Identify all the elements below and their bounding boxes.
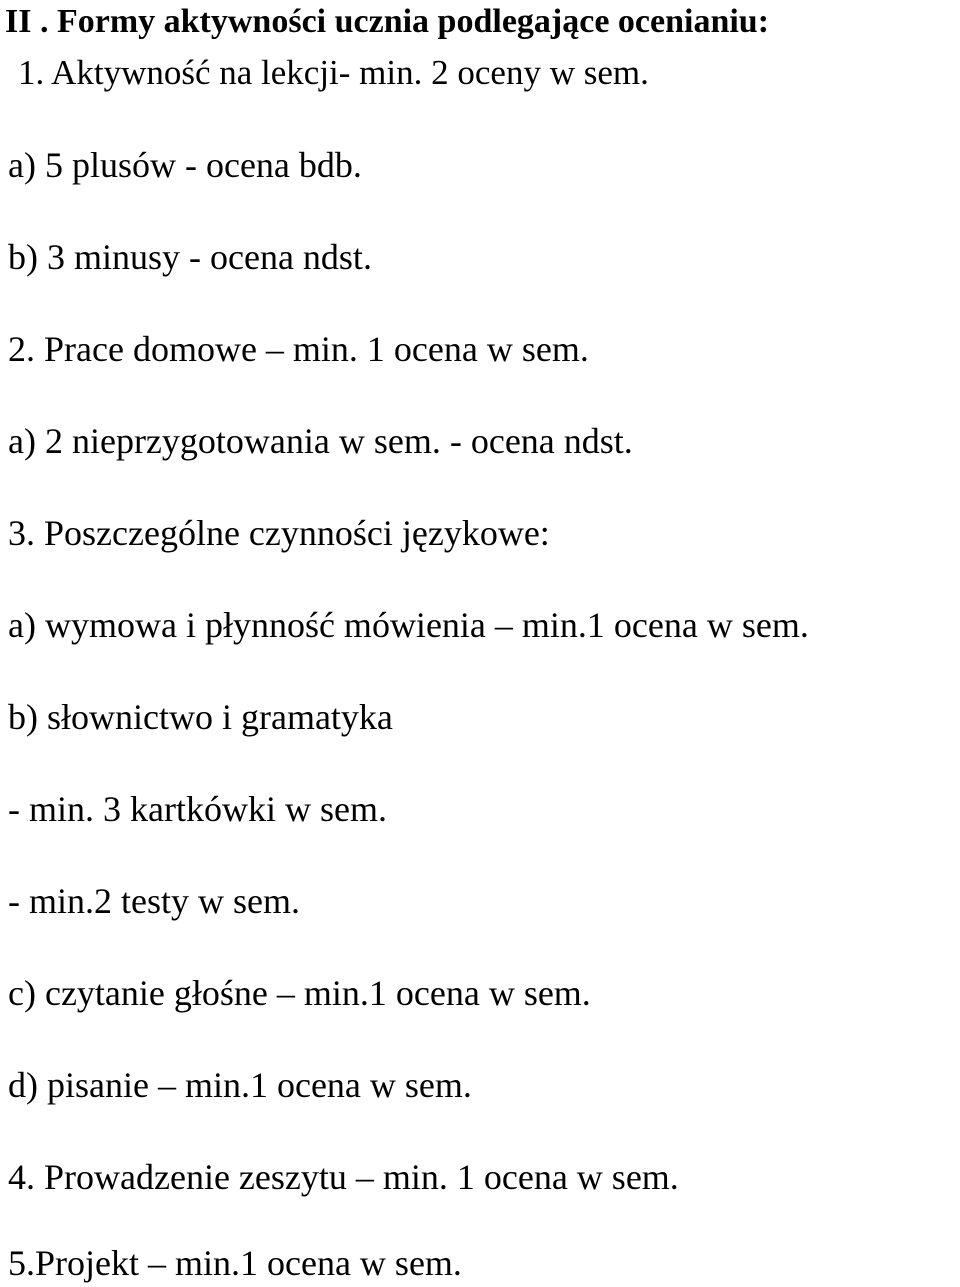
item-1b-minuses: b) 3 minusy - ocena ndst. <box>8 237 372 277</box>
item-3b-tests: - min.2 testy w sem. <box>8 881 300 921</box>
item-3-language-skills: 3. Poszczególne czynności językowe: <box>8 513 550 553</box>
item-3d-writing: d) pisanie – min.1 ocena w sem. <box>8 1065 472 1105</box>
item-3a-pronunciation: a) wymowa i płynność mówienia – min.1 ocena w sem. <box>8 605 809 645</box>
item-3b-quizzes: - min. 3 kartkówki w sem. <box>8 789 387 829</box>
item-4-notebook: 4. Prowadzenie zeszytu – min. 1 ocena w sem. <box>8 1157 679 1197</box>
item-5-project: 5.Projekt – min.1 ocena w sem. <box>8 1243 462 1283</box>
item-3c-reading-aloud: c) czytanie głośne – min.1 ocena w sem. <box>8 973 591 1013</box>
item-3b-vocabulary-grammar: b) słownictwo i gramatyka <box>8 697 393 737</box>
item-1a-pluses: a) 5 plusów - ocena bdb. <box>8 145 362 185</box>
item-2-homework: 2. Prace domowe – min. 1 ocena w sem. <box>8 329 589 369</box>
item-1-activity: 1. Aktywność na lekcji- min. 2 oceny w sem. <box>18 53 649 92</box>
item-2a-unprepared: a) 2 nieprzygotowania w sem. - ocena ndst. <box>8 421 633 461</box>
section-heading: II . Formy aktywności ucznia podlegające ocenianiu: <box>5 3 770 40</box>
